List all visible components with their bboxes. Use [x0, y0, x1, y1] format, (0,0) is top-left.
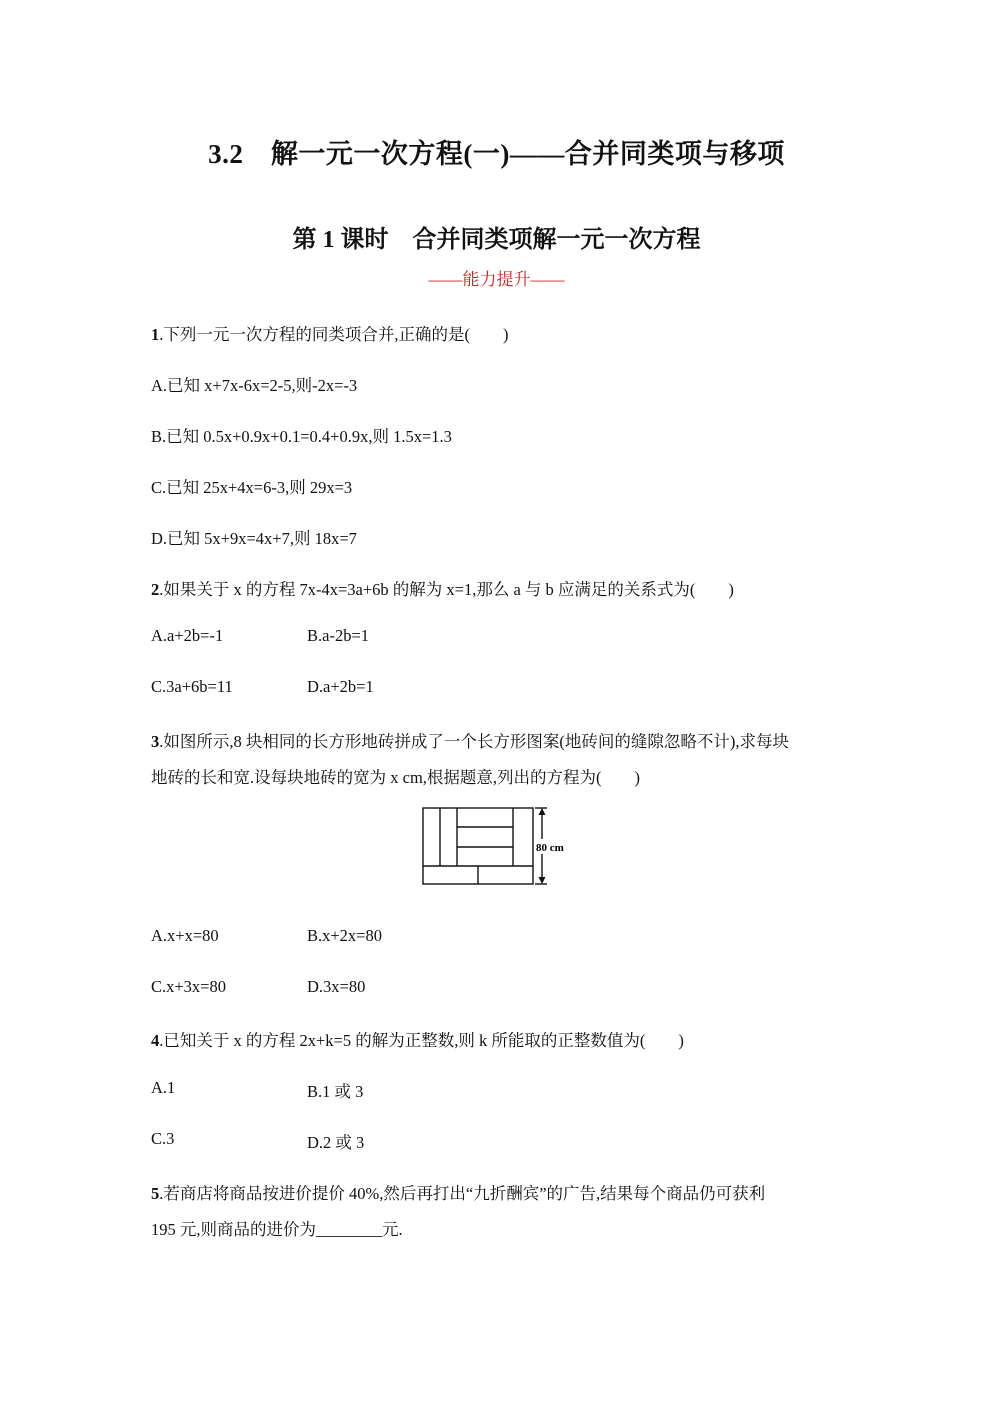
question-1-option-b: B.已知 0.5x+0.9x+0.1=0.4+0.9x,则 1.5x=1.3 [151, 427, 452, 446]
question-3-stem [151, 728, 789, 752]
lesson-subtitle: 第 1 课时 合并同类项解一元一次方程 [292, 227, 701, 253]
question-2-option-b: B.a-2b=1 [307, 626, 370, 645]
question-3-option-c: C.x+3x=80 [151, 977, 226, 996]
question-number: 3 [151, 732, 160, 751]
question-2-stem [151, 576, 734, 600]
question-3-option-b: B.x+2x=80 [307, 926, 382, 945]
question-4-option-b: B.1 或 3 [307, 1082, 364, 1101]
question-number: 2 [151, 580, 160, 599]
question-4-option-a: A.1 [151, 1078, 176, 1097]
question-4-option-d: D.2 或 3 [307, 1133, 365, 1152]
question-1-option-a: A.已知 x+7x-6x=2-5,则-2x=-3 [151, 376, 358, 395]
dimension-arrow [539, 877, 546, 884]
question-1-stem [151, 321, 509, 345]
question-3-option-d: D.3x=80 [307, 977, 366, 996]
question-5-stem-continued: 195 元,则商品的进价为________元. [151, 1220, 403, 1239]
page-title: 3.2 解一元一次方程(一)——合并同类项与移项 [208, 139, 785, 169]
question-4-stem [151, 1027, 684, 1051]
dimension-label: 80 cm [536, 842, 564, 854]
question-text: .已知关于 x 的方程 2x+k=5 的解为正整数,则 k 所能取的正整数值为( ) [159, 1031, 684, 1050]
question-2-option-c: C.3a+6b=11 [151, 677, 233, 696]
question-2-option-d: D.a+2b=1 [307, 677, 374, 696]
question-3-stem-continued: 地砖的长和宽.设每块地砖的宽为 x cm,根据题意,列出的方程为( ) [151, 768, 641, 787]
question-text: .若商店将商品按进价提价 40%,然后再打出“九折酬宾”的广告,结果每个商品仍可获利 [159, 1184, 766, 1203]
tile-figure [421, 806, 581, 888]
dimension-arrow [539, 808, 546, 815]
question-number: 1 [151, 325, 160, 344]
question-2-option-a: A.a+2b=-1 [151, 626, 224, 645]
question-number: 4 [151, 1031, 160, 1050]
question-text: .如果关于 x 的方程 7x-4x=3a+6b 的解为 x=1,那么 a 与 b 应满足的关系式为( ) [159, 580, 734, 599]
section-label: ——能力提升—— [428, 270, 565, 289]
question-5-stem [151, 1180, 765, 1204]
question-4-option-c: C.3 [151, 1129, 175, 1148]
question-1-option-c: C.已知 25x+4x=6-3,则 29x=3 [151, 478, 353, 497]
question-1-option-d: D.已知 5x+9x=4x+7,则 18x=7 [151, 529, 357, 548]
question-text: .如图所示,8 块相同的长方形地砖拼成了一个长方形图案(地砖间的缝隙忽略不计),求每块 [159, 732, 789, 751]
question-number: 5 [151, 1184, 160, 1203]
question-text: .下列一元一次方程的同类项合并,正确的是( ) [159, 325, 509, 344]
question-3-option-a: A.x+x=80 [151, 926, 219, 945]
